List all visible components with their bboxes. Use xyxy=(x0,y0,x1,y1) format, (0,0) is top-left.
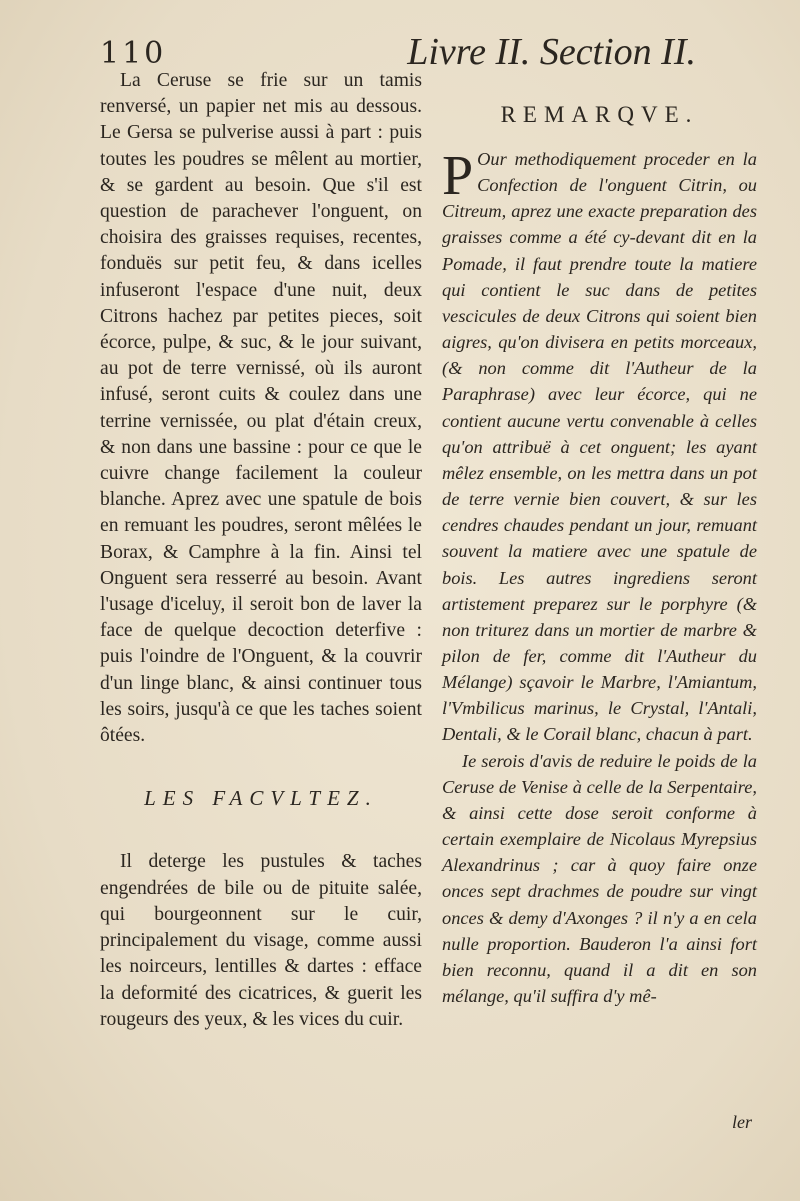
facultez-heading: LES FACVLTEZ. xyxy=(144,786,378,811)
drop-cap-letter: P xyxy=(442,145,474,207)
page-header xyxy=(100,28,760,72)
left-column xyxy=(100,68,422,1033)
left-paragraph-facultez: Il deterge les pustules & taches engendrées de bile ou de pituite salée, qui bourgeonnent sur le cuir, principalement du visage, comme aussi les noirceurs, lentilles & dartes : efface la deformité des cicatrices, & guerit les rougeurs des yeux, & les vices du cuir. xyxy=(100,851,422,1030)
remarque-heading: REMARQVE. xyxy=(500,102,699,127)
right-paragraph-opinion: Ie serois d'avis de reduire le poids de la Ceruse de Venise à celle de la Serpentaire, & ainsi cette dose seroit conforme à certain exemplaire de Nicolaus Myrepsius Alexandrinus ; car à quoy faire onze onces sept drachmes de poudre sur vingt onces & demy d'Axonges ? il n'y a en cela nulle proportion. Bauderon l'a ainsi fort bien reconnu, quand il a dit en son mélange, qu'il suffira d'y mê- xyxy=(442,750,757,1006)
right-paragraph-method-text: Our methodiquement proceder en la Confection de l'onguent Citrin, ou Citreum, aprez une exacte preparation des graisses comme a été cy-devant dit en la Pomade, il faut prendre toute la matiere qui contient le suc dans de petites vescicules de deux Citrons qui soient bien aigres, qu'on divisera en petits morceaux, (& non comme dit l'Autheur de la Paraphrase) avec leur écorce, qui ne contient aucune vertu convenable à celles qu'on attribuë à cet onguent; les ayant mêlez ensemble, on les mettra dans un pot de terre vernie bien couvert, & sur les cendres chaudes pendant un jour, remuant souvent la matiere avec une spatule de bois. Les autres ingrediens seront artistement preparez sur le porphyre (& non triturez dans un mortier de marbre & pilon de fer, comme dit l'Autheur du Mélange) sçavoir le Marbre, l'Amiantum, l'Vmbilicus marinus, le Crystal, l'Antali, Dentali, & le Corail blanc, chacun à part. xyxy=(442,149,757,745)
right-column xyxy=(442,100,757,1009)
left-paragraph-preparation: La Ceruse se frie sur un tamis renversé, un papier net mis au dessous. Le Gersa se pulverise aussi à part : puis toutes les poudres se mêlent au mortier, & se gardent au besoin. Que s'il est question de parachever l'onguent, on choisira des graisses requises, recentes, fonduës sur petit feu, & dans icelles infuseront l'espace d'une nuit, deux Citrons hachez par petites pieces, soit écorce, pulpe, & suc, & le jour suivant, au pot de terre vernissé, où ils auront infusé, seront cuits & coulez dans une terrine vernissée, ou plat d'étain creux, & non dans une bassine : pour ce que le cuivre change facilement la couleur blanche. Aprez avec une spatule de bois en remuant les poudres, seront mêlées le Borax, & Camphre à la fin. Ainsi tel Onguent sera resserré au besoin. Avant l'usage d'iceluy, il seroit bon de laver la face de quelque decoction deterfive : puis l'oindre de l'Onguent, & la couvrir d'un linge blanc, & ainsi continuer tous les soirs, jusqu'à ce que les taches soient ôtées. xyxy=(100,70,422,747)
page-number: 110 xyxy=(100,36,167,71)
right-paragraph-method xyxy=(442,146,757,748)
running-head: Livre II. Section II. xyxy=(407,31,696,73)
catch-word: ler xyxy=(732,1112,752,1132)
